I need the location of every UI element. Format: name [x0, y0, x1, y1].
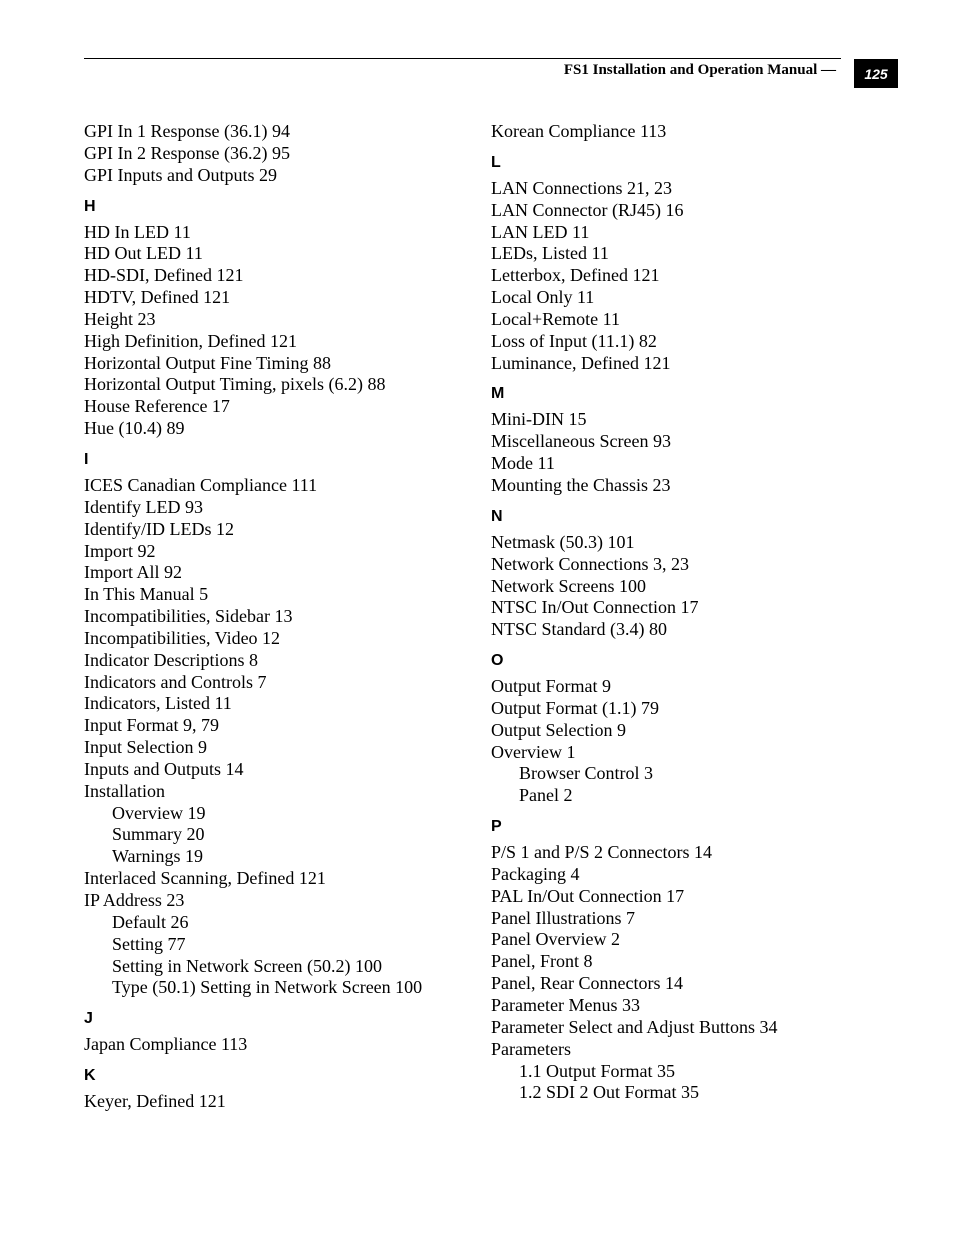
index-entry: Interlaced Scanning, Defined 121 [84, 868, 326, 889]
index-entry: HD Out LED 11 [84, 243, 203, 264]
index-entry: HD In LED 11 [84, 221, 191, 242]
index-entry: Indicator Descriptions 8 [84, 649, 258, 670]
index-section-letter: I [84, 450, 89, 468]
index-section-letter: H [84, 197, 96, 215]
index-entry: Panel, Rear Connectors 14 [491, 973, 683, 994]
index-subentry: Panel 2 [519, 785, 573, 806]
index-entry: Local Only 11 [491, 287, 595, 308]
index-entry: Parameters [491, 1038, 571, 1059]
index-entry: Horizontal Output Timing, pixels (6.2) 88 [84, 374, 386, 395]
index-entry: GPI In 1 Response (36.1) 94 [84, 121, 290, 141]
index-entry: Identify LED 93 [84, 496, 203, 517]
index-entry: Inputs and Outputs 14 [84, 758, 244, 779]
index-entry: Parameter Menus 33 [491, 995, 640, 1015]
index-subentry: Overview 19 [112, 802, 206, 823]
index-entry: Incompatibilities, Sidebar 13 [84, 606, 293, 627]
index-subentry: Default 26 [112, 911, 189, 932]
index-entry: IP Address 23 [84, 890, 185, 910]
index-entry: Netmask (50.3) 101 [491, 531, 635, 552]
index-entry: LEDs, Listed 11 [491, 243, 609, 264]
index-entry: High Definition, Defined 121 [84, 330, 297, 351]
running-header-title: FS1 Installation and Operation Manual — [563, 62, 836, 78]
index-entry: Hue (10.4) 89 [84, 418, 185, 439]
index-entry: Keyer, Defined 121 [84, 1091, 226, 1112]
index-entry: Input Selection 9 [84, 737, 207, 758]
index-entry: Indicators and Controls 7 [84, 671, 267, 692]
index-entry: PAL In/Out Connection 17 [491, 885, 685, 906]
index-entry: Panel Illustrations 7 [491, 907, 635, 928]
index-entry: LAN LED 11 [491, 221, 590, 242]
index-entry: Letterbox, Defined 121 [491, 265, 660, 286]
page-number: 125 [864, 65, 888, 82]
index-entry: Korean Compliance 113 [491, 121, 667, 141]
index-column-right [491, 121, 891, 1104]
index-entry: Identify/ID LEDs 12 [84, 518, 234, 539]
index-entry: Mode 11 [491, 453, 555, 474]
index-entry: GPI In 2 Response (36.2) 95 [84, 142, 290, 163]
index-entry: NTSC Standard (3.4) 80 [491, 619, 667, 640]
index-entry: Panel, Front 8 [491, 951, 593, 972]
index-entry: HDTV, Defined 121 [84, 287, 231, 308]
index-entry: LAN Connector (RJ45) 16 [491, 199, 684, 220]
index-entry: Import 92 [84, 540, 156, 561]
index-entry: Loss of Input (11.1) 82 [491, 330, 657, 351]
index-entry: GPI Inputs and Outputs 29 [84, 164, 277, 185]
index-section-letter: O [491, 652, 504, 670]
index-subentry: Type (50.1) Setting in Network Screen 100 [112, 977, 423, 998]
index-section-letter: K [84, 1067, 96, 1085]
index-entry: Overview 1 [491, 741, 576, 762]
index-subentry: 1.1 Output Format 35 [519, 1060, 675, 1081]
index-entry: Local+Remote 11 [491, 308, 620, 329]
index-entry: Miscellaneous Screen 93 [491, 431, 671, 452]
index-entry: Output Format 9 [491, 676, 611, 697]
index-section-letter: J [84, 1010, 93, 1028]
index-subentry: Warnings 19 [112, 846, 204, 867]
index-entry: Parameter Select and Adjust Buttons 34 [491, 1016, 778, 1037]
index-section-letter: P [491, 818, 502, 836]
index-entry: Panel Overview 2 [491, 929, 620, 950]
index-entry: Mini-DIN 15 [491, 409, 587, 430]
index-entry: Network Screens 100 [491, 575, 646, 596]
index-entry: Japan Compliance 113 [84, 1034, 248, 1055]
index-entry: Mounting the Chassis 23 [491, 474, 671, 495]
index-section-letter: L [491, 153, 501, 171]
index-entry: Input Format 9, 79 [84, 715, 219, 736]
index-entry: Installation [84, 780, 165, 801]
index-entry: Output Selection 9 [491, 719, 626, 740]
index-entry: HD-SDI, Defined 121 [84, 265, 244, 286]
index-section-letter: N [491, 507, 503, 525]
header-rule [84, 58, 841, 59]
index-entry: Indicators, Listed 11 [84, 693, 232, 714]
index-entry: Output Format (1.1) 79 [491, 697, 659, 718]
page-number-badge [854, 59, 898, 88]
index-subentry: Setting 77 [112, 933, 186, 954]
index-column-left [84, 121, 484, 1113]
index-entry: Import All 92 [84, 562, 182, 583]
index-entry: P/S 1 and P/S 2 Connectors 14 [491, 842, 713, 863]
index-section-letter: M [491, 385, 505, 403]
index-entry: Incompatibilities, Video 12 [84, 627, 281, 648]
index-entry: Height 23 [84, 308, 156, 329]
index-entry: NTSC In/Out Connection 17 [491, 597, 699, 618]
index-subentry: 1.2 SDI 2 Out Format 35 [519, 1082, 699, 1103]
index-entry: In This Manual 5 [84, 584, 209, 605]
index-entry: Packaging 4 [491, 863, 580, 884]
index-entry: ICES Canadian Compliance 111 [84, 474, 318, 495]
index-entry: Horizontal Output Fine Timing 88 [84, 352, 332, 373]
index-entry: Network Connections 3, 23 [491, 553, 689, 574]
index-entry: House Reference 17 [84, 396, 230, 417]
index-subentry: Summary 20 [112, 824, 205, 845]
index-subentry: Setting in Network Screen (50.2) 100 [112, 955, 382, 976]
index-entry: LAN Connections 21, 23 [491, 177, 672, 198]
index-entry: Luminance, Defined 121 [491, 352, 671, 373]
index-subentry: Browser Control 3 [519, 763, 653, 784]
